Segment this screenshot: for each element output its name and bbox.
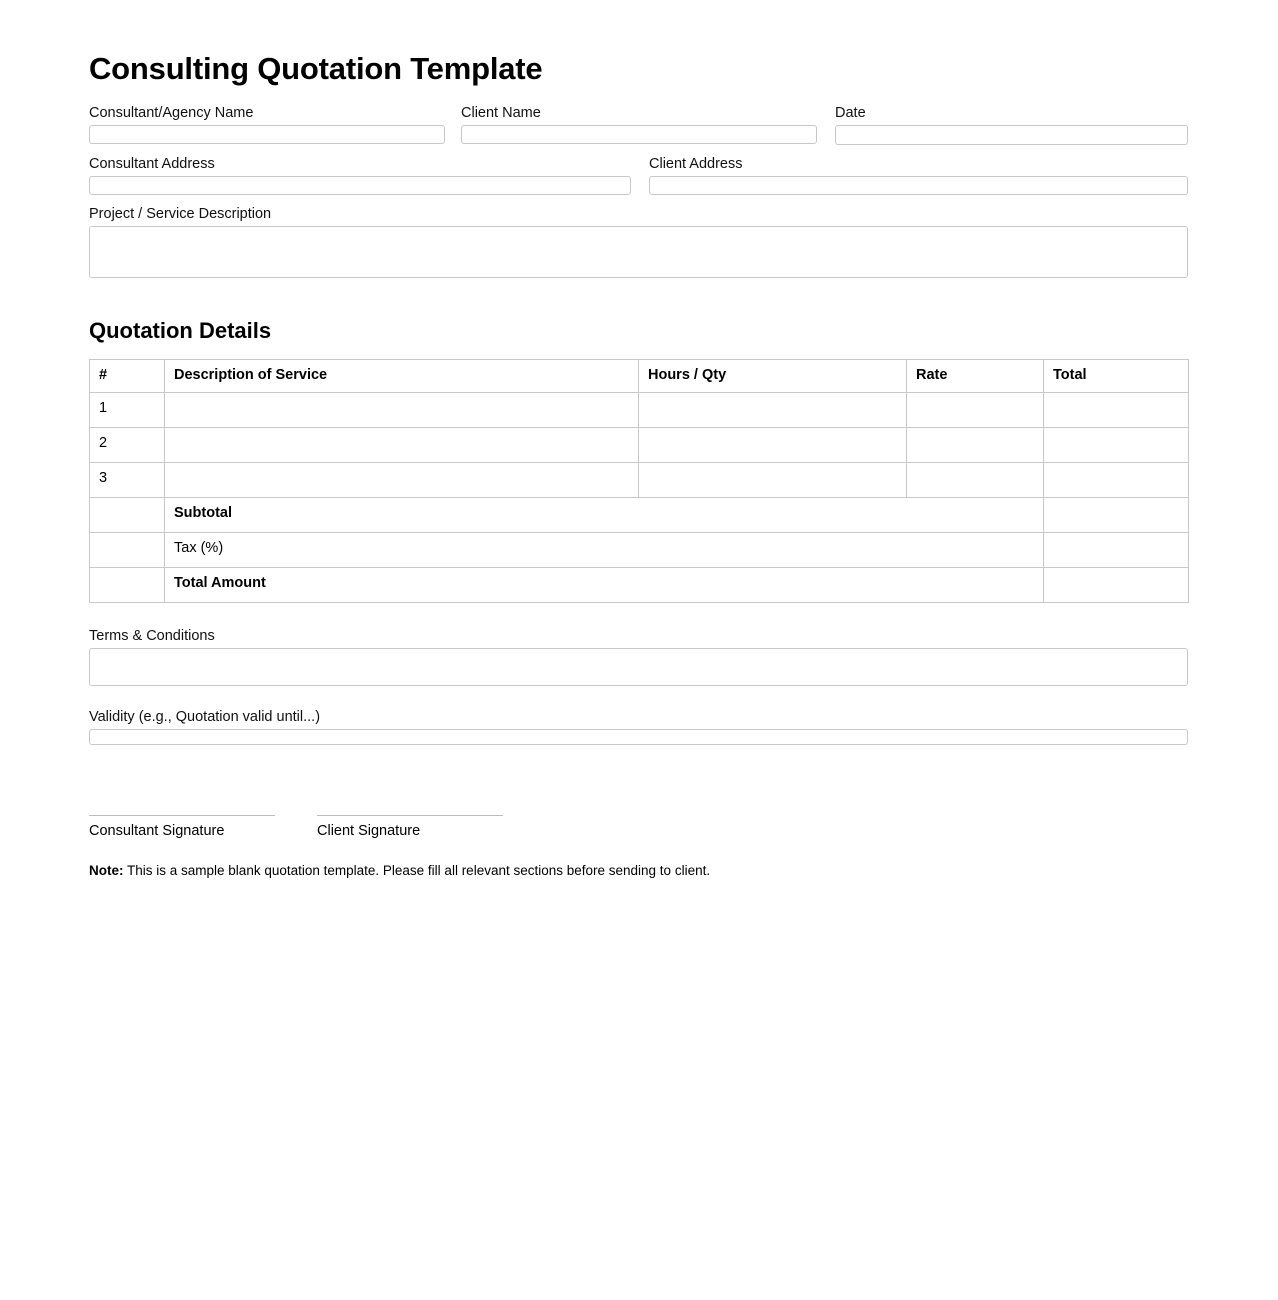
quotation-table — [89, 359, 1189, 603]
row-rate[interactable] — [907, 463, 1044, 498]
client-signature-label: Client Signature — [317, 823, 421, 840]
summary-row-subtotal — [90, 498, 1189, 533]
consultant-name-input[interactable] — [89, 125, 445, 144]
row-number: 1 — [90, 393, 165, 428]
table-row[interactable] — [90, 393, 1189, 428]
field-consultant-name — [89, 104, 445, 145]
table-header-row — [90, 360, 1189, 393]
terms-label: Terms & Conditions — [89, 628, 215, 645]
summary-spacer-cell — [90, 568, 165, 603]
table-spacer — [89, 603, 1188, 627]
client-name-label: Client Name — [461, 105, 541, 122]
field-date — [835, 104, 1188, 145]
consultant-address-label: Consultant Address — [89, 156, 215, 173]
row-total[interactable] — [1044, 428, 1189, 463]
table-row[interactable] — [90, 428, 1189, 463]
row-number: 2 — [90, 428, 165, 463]
validity-label: Validity (e.g., Quotation valid until...) — [89, 709, 321, 726]
header-row-2 — [89, 155, 1188, 195]
total-amount-value[interactable] — [1044, 568, 1189, 603]
note-text: This is a sample blank quotation template. Please fill all relevant sections before sending to client. — [127, 863, 711, 879]
terms-textarea[interactable] — [89, 648, 1188, 686]
section-title-quotation-details: Quotation Details — [89, 318, 272, 344]
table-body — [90, 393, 1189, 603]
header-row-3 — [89, 205, 1188, 278]
consultant-name-label: Consultant/Agency Name — [89, 105, 254, 122]
row-number: 3 — [90, 463, 165, 498]
total-amount-label: Total Amount — [165, 568, 1044, 603]
consultant-address-input[interactable] — [89, 176, 631, 195]
terms-validity-spacer — [89, 686, 1188, 708]
row-description[interactable] — [165, 393, 639, 428]
row-description[interactable] — [165, 463, 639, 498]
column-header-description: Description of Service — [165, 360, 639, 393]
column-header-total: Total — [1044, 360, 1189, 393]
section-spacer — [89, 278, 1188, 318]
field-client-address — [649, 155, 1188, 195]
date-label: Date — [835, 105, 866, 122]
field-project-description — [89, 205, 1188, 278]
page-title: Consulting Quotation Template — [89, 51, 543, 86]
signature-line — [89, 815, 275, 816]
summary-row-tax — [90, 533, 1189, 568]
row-rate[interactable] — [907, 428, 1044, 463]
row-total[interactable] — [1044, 463, 1189, 498]
tax-label: Tax (%) — [165, 533, 1044, 568]
column-header-rate: Rate — [907, 360, 1044, 393]
summary-spacer-cell — [90, 498, 165, 533]
project-description-label: Project / Service Description — [89, 206, 272, 223]
row-hours[interactable] — [639, 393, 907, 428]
date-input[interactable] — [835, 125, 1188, 145]
summary-row-total-amount — [90, 568, 1189, 603]
project-description-textarea[interactable] — [89, 226, 1188, 278]
field-client-name — [461, 104, 817, 145]
client-address-input[interactable] — [649, 176, 1188, 195]
signature-area — [89, 815, 1188, 840]
client-address-label: Client Address — [649, 156, 743, 173]
field-consultant-address — [89, 155, 631, 195]
row-rate[interactable] — [907, 393, 1044, 428]
signature-consultant — [89, 815, 275, 840]
summary-spacer-cell — [90, 533, 165, 568]
row-hours[interactable] — [639, 428, 907, 463]
consultant-signature-label: Consultant Signature — [89, 823, 225, 840]
tax-value[interactable] — [1044, 533, 1189, 568]
subtotal-label: Subtotal — [165, 498, 1044, 533]
table-row[interactable] — [90, 463, 1189, 498]
field-terms — [89, 627, 1188, 686]
table-header — [90, 360, 1189, 393]
header-row-1 — [89, 104, 1188, 145]
column-header-hours: Hours / Qty — [639, 360, 907, 393]
row-total[interactable] — [1044, 393, 1189, 428]
note-prefix: Note: — [89, 863, 124, 879]
field-validity — [89, 708, 1188, 745]
signature-line — [317, 815, 503, 816]
row-hours[interactable] — [639, 463, 907, 498]
client-name-input[interactable] — [461, 125, 817, 144]
subtotal-value[interactable] — [1044, 498, 1189, 533]
column-header-num: # — [90, 360, 165, 393]
row-description[interactable] — [165, 428, 639, 463]
footer-note — [89, 862, 1188, 880]
signature-client — [317, 815, 503, 840]
validity-input[interactable] — [89, 729, 1188, 745]
